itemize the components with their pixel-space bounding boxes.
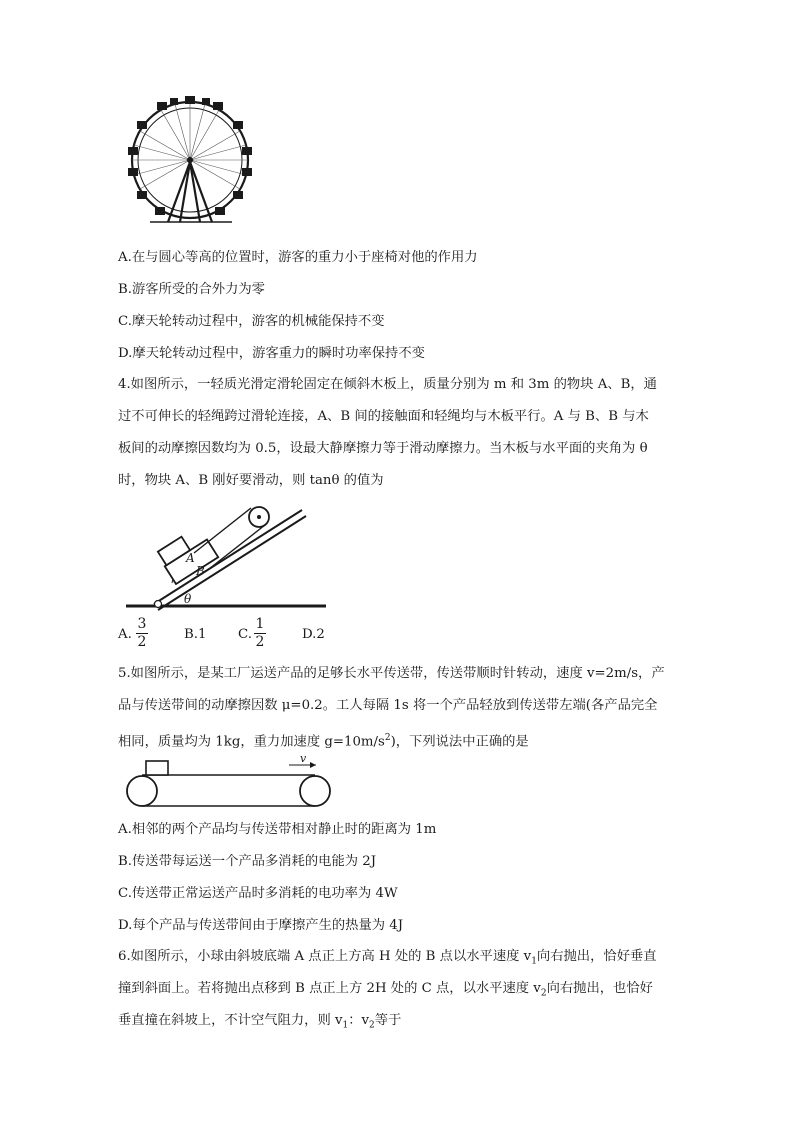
q6-line-3-text: 垂直撞在斜坡上，不计空气阻力，则 v bbox=[118, 1013, 343, 1028]
velocity-label: v bbox=[300, 752, 307, 765]
q4-option-a-numerator: 3 bbox=[137, 616, 147, 632]
q6-line-3-mid: ：v bbox=[348, 1013, 370, 1028]
q4-option-c-fraction bbox=[254, 617, 266, 650]
block-b-label: B bbox=[196, 564, 205, 578]
block-a-label: A bbox=[186, 551, 195, 565]
q3-option-d: D.摩天轮转动过程中，游客重力的瞬时功率保持不变 bbox=[118, 346, 425, 361]
q3-option-c: C.摩天轮转动过程中，游客的机械能保持不变 bbox=[118, 314, 385, 329]
conveyor-belt-figure bbox=[126, 752, 336, 808]
q6-line-3-sub-2: 2 bbox=[369, 1020, 375, 1031]
q5-line-3-text: 相同，质量均为 1kg，重力加速度 g=10m/s bbox=[118, 734, 385, 750]
q6-line-2 bbox=[118, 980, 653, 1003]
q6-line-3-end: 等于 bbox=[374, 1013, 402, 1028]
theta-label: θ bbox=[184, 592, 192, 606]
q4-line-2: 过不可伸长的轻绳跨过滑轮连接，A、B 间的接触面和轻绳均与木板平行。A 与 B、B 与木 bbox=[118, 409, 649, 424]
q5-line-3-sup: 2 bbox=[384, 733, 391, 743]
q4-option-c-denominator: 2 bbox=[255, 634, 265, 650]
q4-option-a-label: A. bbox=[118, 627, 132, 642]
q5-option-d: D.每个产品与传送带间由于摩擦产生的热量为 4J bbox=[118, 918, 404, 933]
q5-line-3-end: )，下列说法中正确的是 bbox=[390, 734, 529, 750]
q3-option-b: B.游客所受的合外力为零 bbox=[118, 282, 265, 297]
q6-line-2-sub: 2 bbox=[540, 988, 547, 999]
q6-line-1-sub: 1 bbox=[531, 956, 537, 967]
q4-option-a-fraction bbox=[136, 617, 148, 650]
q3-option-a: A.在与圆心等高的位置时，游客的重力小于座椅对他的作用力 bbox=[118, 250, 478, 265]
q6-line-3-sub-1: 1 bbox=[342, 1020, 349, 1031]
q5-line-2: 品与传送带间的动摩擦因数 μ=0.2。工人每隔 1s 将一个产品轻放到传送带左端(各产品完全 bbox=[118, 698, 658, 713]
q5-option-b: B.传送带每运送一个产品多消耗的电能为 2J bbox=[118, 854, 377, 869]
q4-option-a-denominator: 2 bbox=[137, 634, 147, 650]
q4-option-d: D.2 bbox=[302, 627, 325, 642]
q6-line-1-text: 6.如图所示，小球由斜坡底端 A 点正上方高 H 处的 B 点以水平速度 v bbox=[118, 949, 532, 964]
q4-line-1: 4.如图所示，一轻质光滑定滑轮固定在倾斜木板上，质量分别为 m 和 3m 的物块 A、B，通 bbox=[118, 377, 657, 392]
q4-option-b: B.1 bbox=[184, 627, 207, 642]
q5-option-a: A.相邻的两个产品均与传送带相对静止时的距离为 1m bbox=[118, 822, 437, 837]
q6-line-1-end: 向右抛出，恰好垂直 bbox=[536, 949, 657, 964]
q6-line-3 bbox=[118, 1012, 401, 1035]
q5-option-c: C.传送带正常运送产品时多消耗的电功率为 4W bbox=[118, 886, 398, 901]
q4-option-c-label: C. bbox=[238, 627, 252, 642]
q4-line-4: 时，物块 A、B 刚好要滑动，则 tanθ 的值为 bbox=[118, 473, 384, 488]
q5-line-1: 5.如图所示，是某工厂运送产品的足够长水平传送带，传送带顺时针转动，速度 v=2m/s，产 bbox=[118, 666, 665, 681]
q4-line-3: 板间的动摩擦因数均为 0.5，设最大静摩擦力等于滑动摩擦力。当木板与水平面的夹角为 θ bbox=[118, 441, 648, 456]
incline-pulley-figure bbox=[126, 500, 356, 612]
q6-line-2-text: 撞到斜面上。若将抛出点移到 B 点正上方 2H 处的 C 点，以水平速度 v bbox=[118, 981, 541, 996]
q6-line-1 bbox=[118, 948, 657, 971]
q5-line-3 bbox=[118, 729, 529, 751]
q4-option-c-numerator: 1 bbox=[255, 616, 265, 632]
ferris-wheel-figure bbox=[120, 96, 260, 226]
q6-line-2-end: 向右抛出，也恰好 bbox=[546, 981, 653, 996]
